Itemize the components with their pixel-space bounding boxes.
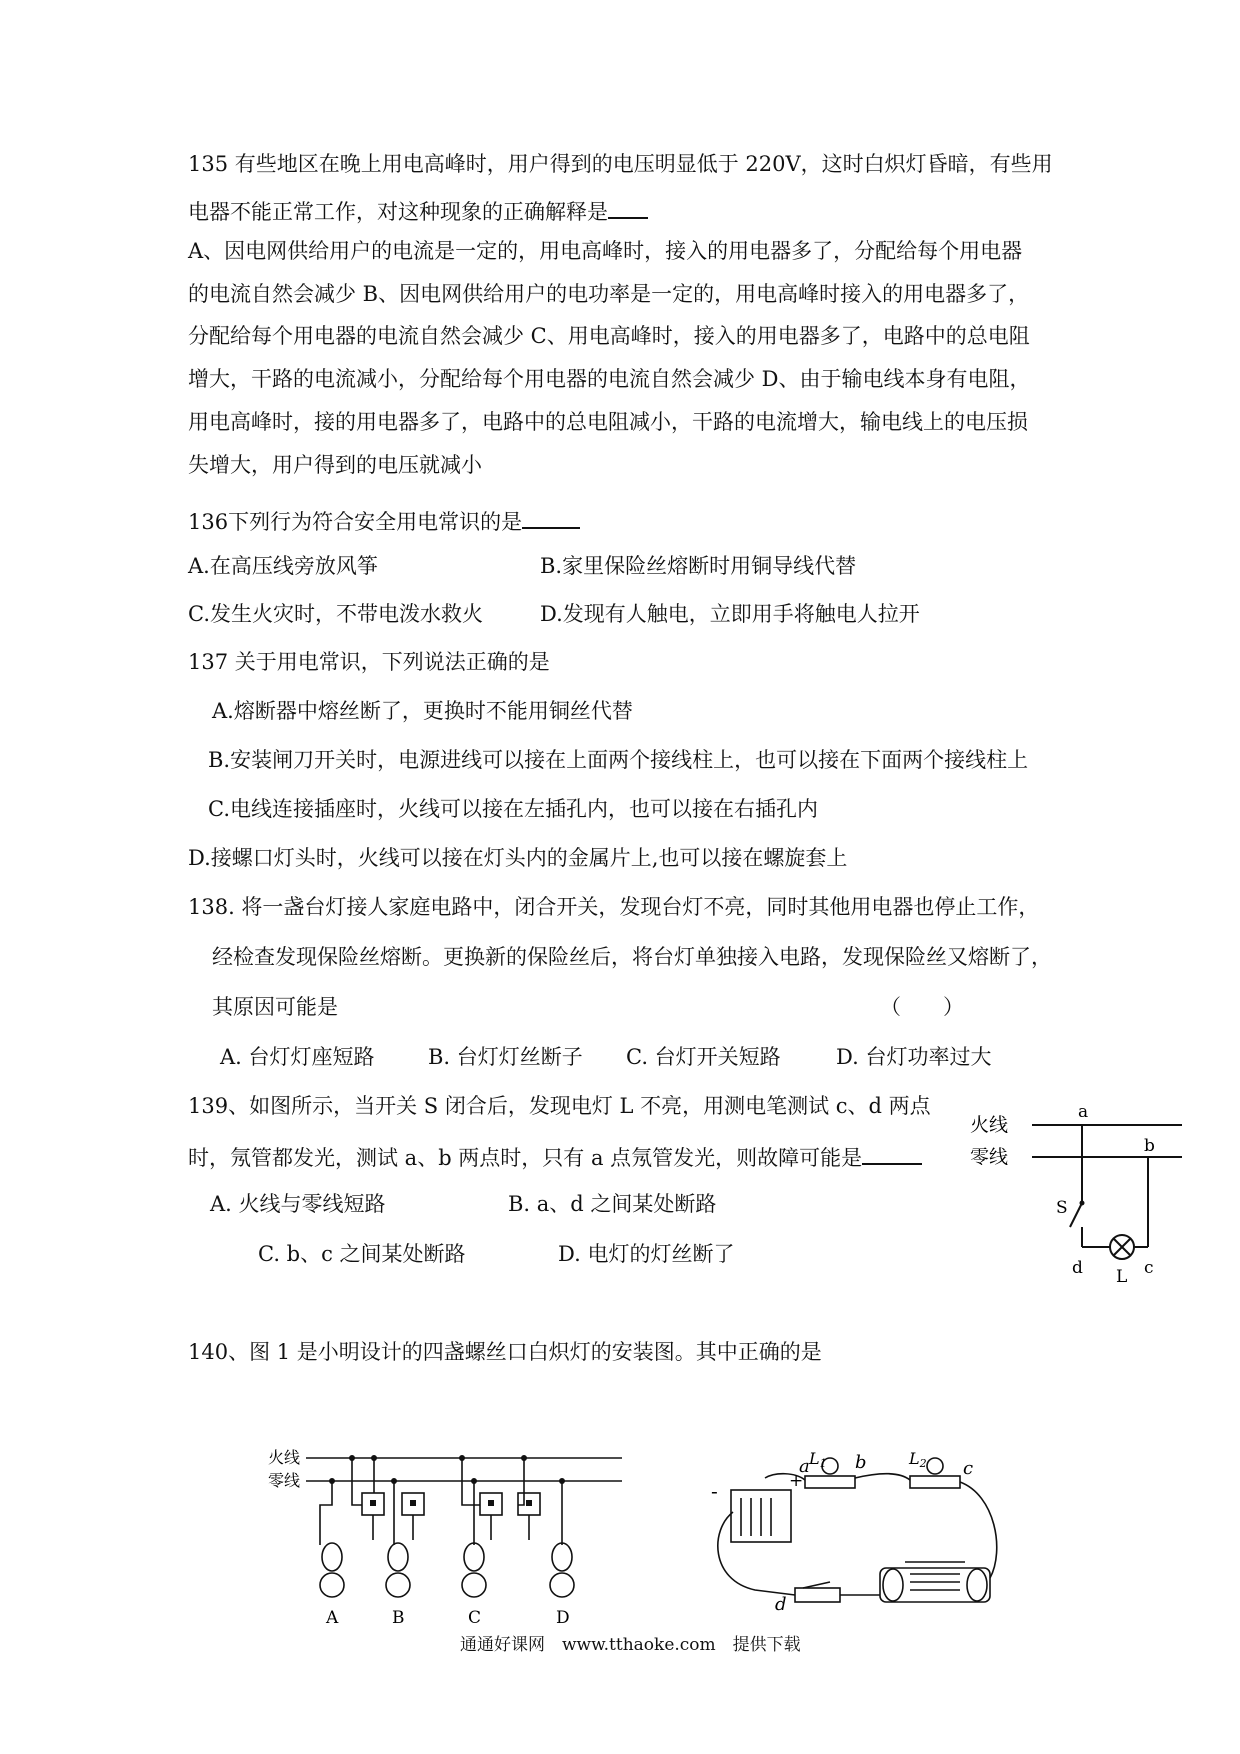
q137-option-d: D.接螺口灯头时，火线可以接在灯头内的金属片上,也可以接在螺旋套上 xyxy=(188,846,848,870)
q137-stem: 137 关于用电常识，下列说法正确的是 xyxy=(188,650,550,674)
switch-lever xyxy=(803,1582,830,1588)
q135-line-1: 135 有些地区在晚上用电高峰时，用户得到的电压明显低于 220V，这时白炽灯昏暗，有些用 xyxy=(188,152,1053,176)
point-a-label: a xyxy=(1078,1102,1089,1122)
switch-blade xyxy=(1070,1203,1082,1227)
junction-dot xyxy=(459,1455,465,1461)
q139-option-c: C. b、c 之间某处断路 xyxy=(258,1242,466,1266)
q138-option-c: C. 台灯开关短路 xyxy=(626,1045,781,1069)
lamp-socket-a xyxy=(322,1543,342,1571)
q140-lamp-installation-figure xyxy=(262,1445,632,1630)
q138-option-d: D. 台灯功率过大 xyxy=(836,1045,992,1069)
junction-dot xyxy=(391,1478,397,1484)
switch-button xyxy=(370,1500,376,1506)
q136-option-a: A.在高压线旁放风筝 xyxy=(188,554,378,578)
wire-battery-to-d xyxy=(718,1512,795,1595)
lamp-socket-c xyxy=(464,1543,484,1571)
switch-button xyxy=(526,1500,532,1506)
rheostat-end-left xyxy=(883,1569,903,1601)
q137-option-a: A.熔断器中熔丝断了，更换时不能用铜丝代替 xyxy=(212,699,633,723)
bulb-l1-subscript: 1 xyxy=(819,1457,827,1470)
battery-minus-label: - xyxy=(711,1479,718,1503)
junction-dot xyxy=(471,1478,477,1484)
battery-plus-label: + xyxy=(789,1471,804,1491)
fig1-lamp-c xyxy=(462,1458,502,1597)
fig1-live-label: 火线 xyxy=(268,1448,301,1467)
bulb-holder-l1 xyxy=(805,1476,855,1488)
fig1-lamp-d xyxy=(518,1458,574,1597)
junction-dot xyxy=(329,1478,335,1484)
q136-option-d: D.发现有人触电，立即用手将触电人拉开 xyxy=(540,602,920,626)
lamp-a-wire-1 xyxy=(320,1481,332,1545)
junction-dot xyxy=(349,1455,355,1461)
answer-parentheses: （ ） xyxy=(880,995,964,1019)
fig1-label-d: D xyxy=(556,1608,570,1628)
neutral-wire-label: 零线 xyxy=(970,1146,1009,1168)
q135-line-2 xyxy=(188,195,648,226)
q136-stem-text: 136下列行为符合安全用电常识的是 xyxy=(188,510,523,534)
fig1-lamp-b xyxy=(374,1458,424,1597)
q135-line-7: 用电高峰时，接的用电器多了，电路中的总电阻减小，干路的电流增大，输电线上的电压损 xyxy=(188,410,1028,434)
bulb-c-icon xyxy=(462,1573,486,1597)
switch-button xyxy=(410,1500,416,1506)
switch-label: S xyxy=(1056,1198,1068,1218)
q135-line-3: A、因电网供给用户的电流是一定的，用电高峰时，接入的用电器多了，分配给每个用电器 xyxy=(188,239,1023,263)
bulb-b-icon xyxy=(386,1573,410,1597)
answer-blank xyxy=(608,195,648,219)
point-b-label: b xyxy=(1144,1136,1155,1156)
q136-option-b: B.家里保险丝熔断时用铜导线代替 xyxy=(540,554,857,578)
q136-stem xyxy=(188,505,580,536)
q138-line-2: 经检查发现保险丝熔断。更换新的保险丝后，将台灯单独接入电路，发现保险丝又熔断了， xyxy=(212,945,1052,969)
q139-line-1: 139、如图所示，当开关 S 闭合后，发现电灯 L 不亮，用测电笔测试 c、d 两点 xyxy=(188,1094,931,1118)
answer-blank xyxy=(862,1141,922,1165)
q138-line-3: 其原因可能是 xyxy=(212,995,338,1019)
q139-line-2-text: 时，氖管都发光，测试 a、b 两点时，只有 a 点氖管发光，则故障可能是 xyxy=(188,1146,863,1170)
bulb-l1-label xyxy=(808,1450,827,1470)
q140-stem: 140、图 1 是小明设计的四盏螺丝口白炽灯的安装图。其中正确的是 xyxy=(188,1340,822,1364)
fig1-label-a: A xyxy=(326,1608,339,1628)
point-c-label: c xyxy=(1144,1258,1154,1278)
switch-icon xyxy=(795,1588,840,1602)
q139-option-b: B. a、d 之间某处断路 xyxy=(508,1192,717,1216)
bulb-l2-subscript: 2 xyxy=(919,1457,927,1470)
point-b-label: b xyxy=(855,1452,867,1473)
point-d-label: d xyxy=(775,1594,787,1615)
switch-contact xyxy=(1080,1201,1085,1206)
q140-battery-circuit-figure xyxy=(705,1450,1025,1620)
q135-line-4: 的电流自然会减少 B、因电网供给用户的电功率是一定的，用电高峰时接入的用电器多了， xyxy=(188,282,1030,306)
point-a-label: a xyxy=(799,1456,810,1477)
fig1-label-b: B xyxy=(392,1608,405,1628)
q135-line-5: 分配给每个用电器的电流自然会减少 C、用电高峰时，接入的用电器多了，电路中的总电阻 xyxy=(188,324,1030,348)
junction-dot xyxy=(521,1455,527,1461)
rheostat-icon xyxy=(880,1568,990,1602)
wire-c-to-rheostat xyxy=(960,1482,997,1578)
q139-circuit-diagram xyxy=(970,1095,1190,1290)
q138-option-a: A. 台灯灯座短路 xyxy=(220,1045,375,1069)
switch-button xyxy=(488,1500,494,1506)
q139-line-2 xyxy=(188,1141,922,1172)
q138-line-1: 138. 将一盏台灯接人家庭电路中，闭合开关，发现台灯不亮，同时其他用电器也停止工作， xyxy=(188,895,1040,919)
point-d-label: d xyxy=(1072,1258,1083,1278)
q137-option-c: C.电线连接插座时，火线可以接在左插孔内，也可以接在右插孔内 xyxy=(208,797,818,821)
q135-line-8: 失增大，用户得到的电压就减小 xyxy=(188,453,482,477)
q139-option-a: A. 火线与零线短路 xyxy=(210,1192,386,1216)
bulb-a-icon xyxy=(320,1573,344,1597)
lamp-socket-d xyxy=(552,1543,572,1571)
q137-option-b: B.安装闸刀开关时，电源进线可以接在上面两个接线柱上，也可以接在下面两个接线柱上 xyxy=(208,748,1029,772)
wire-b-to-l2 xyxy=(855,1474,910,1480)
rheostat-end-right xyxy=(967,1569,987,1601)
bulb-d-icon xyxy=(550,1573,574,1597)
junction-dot xyxy=(371,1455,377,1461)
bulb-l2-icon xyxy=(927,1458,943,1474)
q138-option-b: B. 台灯灯丝断子 xyxy=(428,1045,583,1069)
live-wire-label: 火线 xyxy=(970,1114,1009,1136)
point-c-label: c xyxy=(963,1458,974,1479)
lamp-label: L xyxy=(1116,1267,1128,1287)
bulb-l2-label xyxy=(908,1450,927,1470)
bulb-holder-l2 xyxy=(910,1476,960,1488)
q135-line-2-text: 电器不能正常工作，对这种现象的正确解释是 xyxy=(188,200,608,224)
q135-line-6: 增大，干路的电流减小，分配给每个用电器的电流自然会减少 D、由于输电线本身有电阻， xyxy=(188,367,1031,391)
lamp-socket-b xyxy=(388,1543,408,1571)
footer-credit: 通通好课网 www.tthaoke.com 提供下载 xyxy=(460,1635,801,1655)
bulb-l1-letter: L xyxy=(809,1450,820,1468)
bulb-l2-letter: L xyxy=(909,1450,920,1468)
q139-option-d: D. 电灯的灯丝断了 xyxy=(558,1242,735,1266)
junction-dot xyxy=(559,1478,565,1484)
answer-blank xyxy=(522,505,580,529)
fig1-label-c: C xyxy=(468,1608,482,1628)
q136-option-c: C.发生火灾时，不带电泼水救火 xyxy=(188,602,483,626)
fig1-neutral-label: 零线 xyxy=(268,1471,301,1490)
